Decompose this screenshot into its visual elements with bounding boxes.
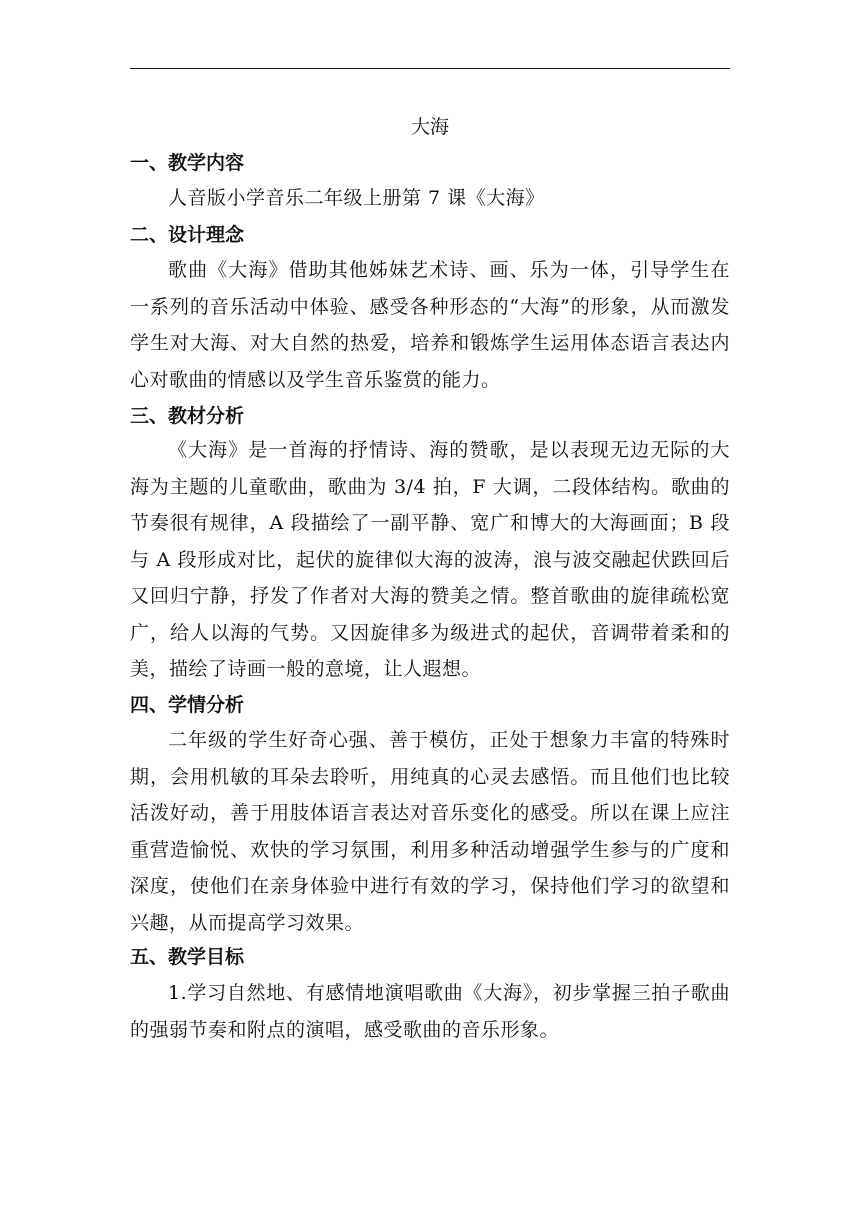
section-paragraph-content: 人音版小学音乐二年级上册第 7 课《大海》 <box>168 187 545 209</box>
section-paragraph-material: 《大海》是一首海的抒情诗、海的赞歌，是以表现无边无际的大海为主题的儿童歌曲，歌曲为 3/4 拍，F 大调，二段体结构。歌曲的节奏很有规律，A 段描绘了一副平静、宽广和博大的大海画面；B 段与 A 段形成对比，起伏的旋律似大海的波涛，浪与波交融起伏跌回后又回归宁静，抒发了作者对大海的赞美之情。整首歌曲的旋律疏松宽广，给人以海的气势。又因旋律多为级进式的起伏，音调带着柔和的美，描绘了诗画一般的意境，让人遐想。 <box>130 439 730 680</box>
section-heading-concept: 二、设计理念 <box>130 224 245 246</box>
section-heading-students: 四、学情分析 <box>130 694 245 716</box>
document-title: 大海 <box>410 116 449 138</box>
section-paragraph-students: 二年级的学生好奇心强、善于模仿，正处于想象力丰富的特殊时期，会用机敏的耳朵去聆听，用纯真的心灵去感悟。而且他们也比较活泼好动，善于用肢体语言表达对音乐变化的感受。所以在课上应注重营造愉悦、欢快的学习氛围，利用多种活动增强学生参与的广度和深度，使他们在亲身体验中进行有效的学习，保持他们学习的欲望和兴趣，从而提高学习效果。 <box>130 729 730 934</box>
header-rule <box>130 68 730 69</box>
section-heading-material: 三、教材分析 <box>130 405 245 427</box>
section-heading-content: 一、教学内容 <box>130 152 245 174</box>
section-paragraph-objectives: 1.学习自然地、有感情地演唱歌曲《大海》，初步掌握三拍子歌曲的强弱节奏和附点的演唱，感受歌曲的音乐形象。 <box>130 982 730 1041</box>
section-paragraph-concept: 歌曲《大海》借助其他姊妹艺术诗、画、乐为一体，引导学生在一系列的音乐活动中体验、感受各种形态的“大海”的形象，从而激发学生对大海、对大自然的热爱，培养和锻炼学生运用体态语言表达内心对歌曲的情感以及学生音乐鉴赏的能力。 <box>130 259 730 391</box>
section-heading-objectives: 五、教学目标 <box>130 946 245 968</box>
